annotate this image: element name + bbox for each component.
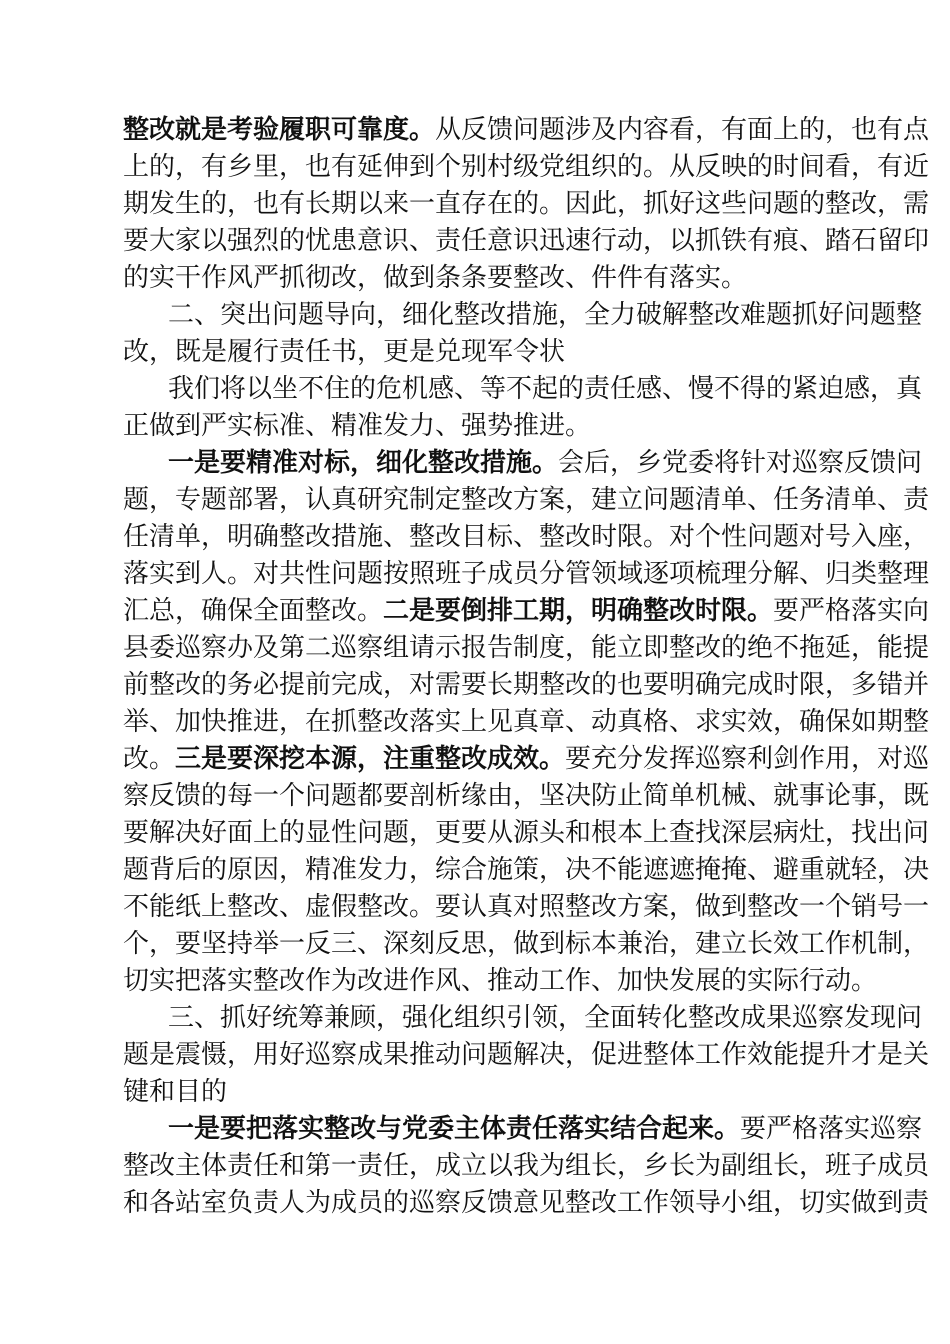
bold-heading-text: 二是要倒排工期，明确整改时限。 [383,596,774,626]
body-text: 的实干作风严抓彻改，做到条条要整改、件件有落实。 [123,263,748,293]
text-line [123,1185,930,1222]
body-text: 要严格落实巡察 [740,1114,923,1144]
body-text: 切实把落实整改作为改进作风、推动工作、加快发展的实际行动。 [123,966,878,996]
body-text: 个，要坚持举一反三、深刻反思，做到标本兼治，建立长效工作机制， [123,929,930,959]
text-line [123,630,930,667]
body-text: 落实到人。对共性问题按照班子成员分管领域逐项梳理分解、归类整理 [123,559,930,589]
text-line [123,1037,930,1074]
text-line [123,260,839,297]
text-line [123,741,930,778]
body-text: 不能纸上整改、虚假整改。要认真对照整改方案，做到整改一个销号一 [123,892,930,922]
body-text: 题，专题部署，认真研究制定整改方案，建立问题清单、任务清单、责 [123,485,930,515]
bold-heading-text: 三是要深挖本源，注重整改成效。 [175,744,566,774]
body-text: 县委巡察办及第二巡察组请示报告制度，能立即整改的绝不拖延，能提 [123,633,930,663]
paragraph [123,1111,930,1222]
paragraph [123,112,930,297]
body-text: 汇总，确保全面整改。 [123,596,384,626]
text-line [123,704,930,741]
text-line [123,371,923,408]
body-text: 我们将以坐不住的危机感、等不起的责任感、慢不得的紧迫感，真 [168,374,923,404]
text-line [123,112,930,149]
text-line [123,223,930,260]
body-text: 要大家以强烈的忧患意识、责任意识迅速行动，以抓铁有痕、踏石留印 [123,226,930,256]
body-text: 题背后的原因，精准发力，综合施策，决不能遮遮掩掩、避重就轻，决 [123,855,930,885]
text-line [123,334,839,371]
text-line [123,1074,839,1111]
text-line [123,778,930,815]
body-text: 要充分发挥巡察利剑作用，对巡 [565,744,930,774]
bold-heading-text: 一是要把落实整改与党委主体责任落实结合起来。 [168,1114,741,1144]
text-line [123,149,930,186]
body-text: 期发生的，也有长期以来一直存在的。因此，抓好这些问题的整改，需 [123,189,930,219]
body-text: 改，既是履行责任书，更是兑现军令状 [123,337,566,367]
body-text: 键和目的 [123,1077,228,1107]
text-line [123,1000,923,1037]
body-text: 和各站室负责人为成员的巡察反馈意见整改工作领导小组，切实做到责 [123,1188,930,1218]
text-line [123,1148,930,1185]
paragraph [123,1000,930,1111]
paragraph [123,371,923,445]
text-line [123,445,923,482]
text-line [123,482,930,519]
body-text: 上的，有乡里，也有延伸到个别村级党组织的。从反映的时间看，有近 [123,152,930,182]
body-text: 改。 [123,744,176,774]
text-line [123,667,930,704]
text-line [123,519,930,556]
text-line [123,963,878,1000]
body-text: 二、突出问题导向，细化整改措施，全力破解整改难题抓好问题整 [168,300,923,330]
body-text: 正做到严实标准、精准发力、强势推进。 [123,411,592,441]
body-text: 要解决好面上的显性问题，更要从源头和根本上查找深层病灶，找出问 [123,818,930,848]
body-text: 三、抓好统筹兼顾，强化组织引领，全面转化整改成果巡察发现问 [168,1003,923,1033]
text-line [123,815,930,852]
text-line [123,889,930,926]
text-line [123,1111,923,1148]
text-line [123,408,839,445]
text-line [123,186,930,223]
body-text: 会后，乡党委将针对巡察反馈问 [558,448,923,478]
body-text: 整改主体责任和第一责任，成立以我为组长，乡长为副组长，班子成员 [123,1151,930,1181]
body-text: 任清单，明确整改措施、整改目标、整改时限。对个性问题对号入座， [123,522,930,552]
bold-heading-text: 一是要精准对标，细化整改措施。 [168,448,559,478]
body-text: 举、加快推进，在抓整改落实上见真章、动真格、求实效，确保如期整 [123,707,930,737]
paragraph [123,297,923,371]
body-text: 察反馈的每一个问题都要剖析缘由，坚决防止简单机械、就事论事，既 [123,781,930,811]
body-text: 前整改的务必提前完成，对需要长期整改的也要明确完成时限，多错并 [123,670,930,700]
body-text: 从反馈问题涉及内容看，有面上的，也有点 [435,115,930,145]
text-line [123,852,930,889]
paragraph [123,445,930,1000]
text-line [123,297,923,334]
body-text: 题是震慑，用好巡察成果推动问题解决，促进整体工作效能提升才是关 [123,1040,930,1070]
bold-heading-text: 整改就是考验履职可靠度。 [123,115,436,145]
document-body [123,112,930,1222]
text-line [123,593,930,630]
body-text: 要严格落实向 [773,596,930,626]
text-line [123,926,930,963]
text-line [123,556,930,593]
